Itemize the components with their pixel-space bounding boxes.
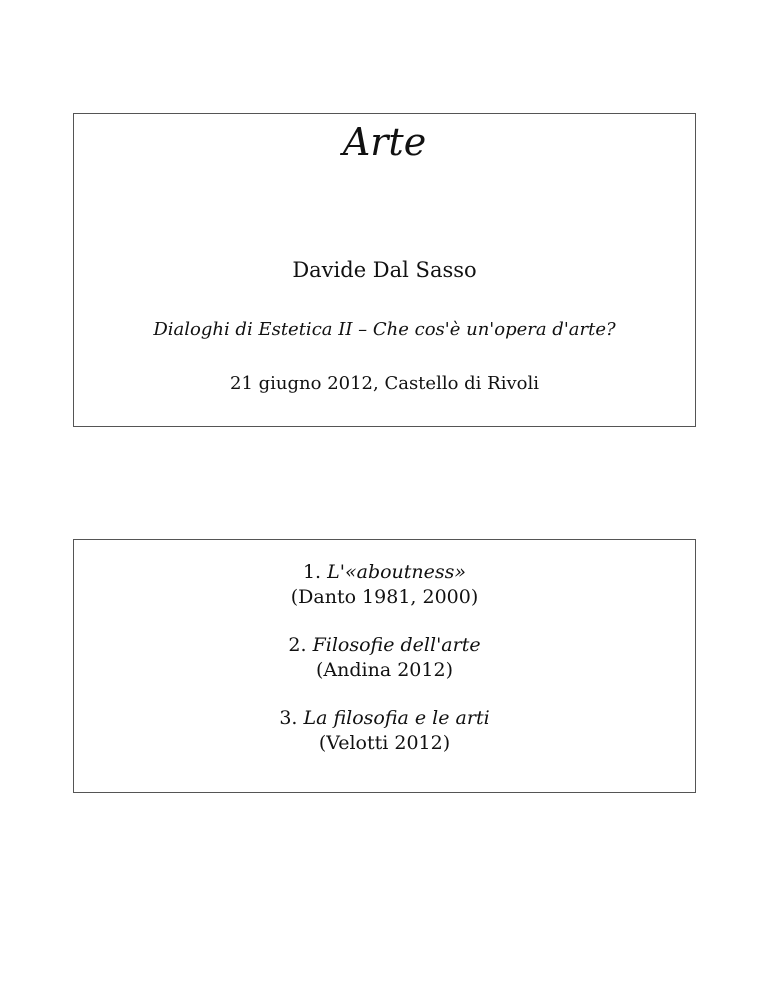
outline-item [74, 560, 695, 610]
outline-item [74, 633, 695, 683]
item-number: 3. [279, 707, 298, 729]
outline-list [74, 560, 695, 779]
item-title: Filosofie dell'arte [312, 634, 481, 656]
item-number: 1. [302, 561, 322, 583]
outline-slide [73, 539, 696, 793]
item-title: La filosofia e le arti [303, 707, 490, 729]
item-reference: (Velotti 2012) [318, 732, 451, 754]
slide-title: Arte [342, 120, 427, 164]
item-reference: (Andina 2012) [316, 659, 453, 681]
item-reference: (Danto 1981, 2000) [290, 586, 479, 608]
title-slide [73, 113, 696, 427]
author-name: Davide Dal Sasso [292, 258, 477, 282]
item-number: 2. [288, 634, 307, 656]
date-location: 21 giugno 2012, Castello di Rivoli [230, 373, 539, 394]
event-subtitle: Dialoghi di Estetica II – Che cos'è un'opera d'arte? [153, 319, 616, 340]
outline-item [74, 706, 695, 756]
item-title: L'«aboutness» [327, 561, 467, 583]
